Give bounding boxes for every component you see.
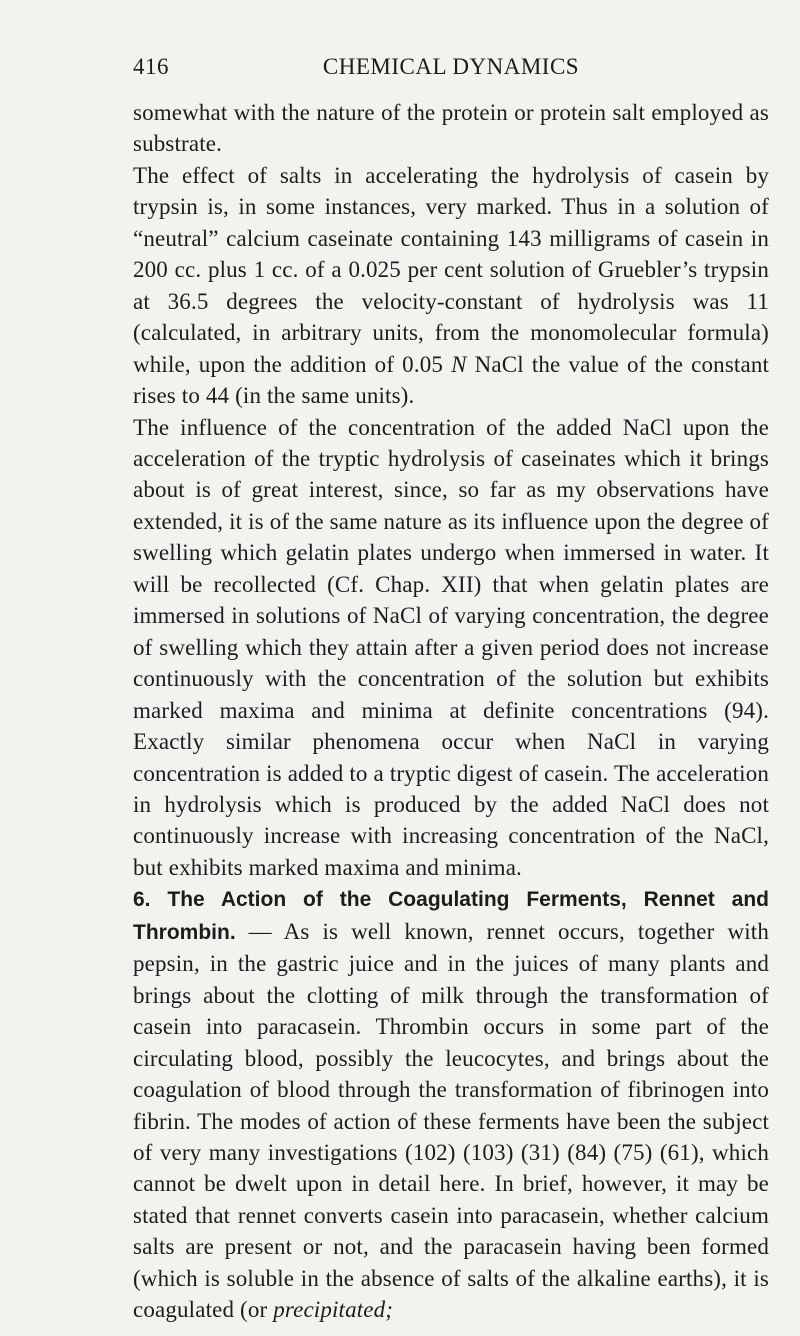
page-header — [133, 50, 769, 84]
paragraph-text: The effect of salts in accelerating the hydrolysis of casein by trypsin is, in some instances, very marked. Thus in a solution of “neutral” calcium caseinate containing 143 milligrams of casein in 200 cc. plus 1 cc. of a 0.025 per cent solution of Gruebler’s trypsin at 36.5 degrees the velocity-constant of hydrolysis was 11 (calculated, in arbitrary units, from the monomolecular formula) while, upon the addition of 0.05 — [133, 162, 769, 377]
italic-word: precipitated; — [273, 1297, 394, 1323]
body-text — [133, 97, 769, 1326]
paragraph-continuation — [133, 97, 769, 160]
paragraph-salts-effect — [133, 160, 769, 412]
page-number: 416 — [133, 54, 169, 79]
paragraph-nacl-influence — [133, 412, 769, 884]
paragraph-text: somewhat with the nature of the protein or protein salt employed as substrate. — [133, 100, 769, 157]
normality-symbol: N — [451, 351, 467, 377]
paragraph-text: — As is well known, rennet occurs, together with pepsin, in the gastric juice and in the juices of many plants and brings about the clotting of milk through the transformation of casein into paracasein. Thrombin occurs in some part of the circulating blood, possibly the leucocytes, and brings about the coagulation of blood through the transformation of fibrinogen into fibrin. The modes of action of these ferments have been the subject of very many investigations (102) (103) (31) (84) (75) (61), which cannot be dwelt upon in detail here. In brief, however, it may be stated that rennet converts casein into paracasein, whether calcium salts are present or not, and the paracasein having been formed (which is soluble in the absence of salts of the alkaline earths), it is coagulated (or — [133, 918, 769, 1323]
paragraph-text: NaCl the value of the constant rises to 44 (in the same units). — [133, 351, 770, 409]
section-heading: 6. The Action of the Coagulating Ferments, Rennet and Thrombin. — [133, 888, 769, 944]
running-head: CHEMICAL DYNAMICS — [322, 54, 580, 79]
paragraph-text: The influence of the concentration of the added NaCl upon the acceleration of the tryptic hydrolysis of caseinates which it brings about is of great interest, since, so far as my observations have extended, it is of the same nature as its influence upon the degree of swelling which gelatin plates undergo when immersed in water. It will be recollected (Cf. Chap. XII) that when gelatin plates are immersed in solutions of NaCl of varying concentration, the degree of swelling which they attain after a given period does not increase continuously with the concentration of the solution but exhibits marked maxima and minima at definite concentrations (94). Exactly similar phenomena occur when NaCl in varying concentration is added to a tryptic digest of casein. The acceleration in hydrolysis which is produced by the added NaCl does not continuously increase with increasing concentration of the NaCl, but exhibits marked maxima and minima. — [133, 414, 769, 880]
paragraph-coagulating-ferments — [133, 883, 769, 1325]
